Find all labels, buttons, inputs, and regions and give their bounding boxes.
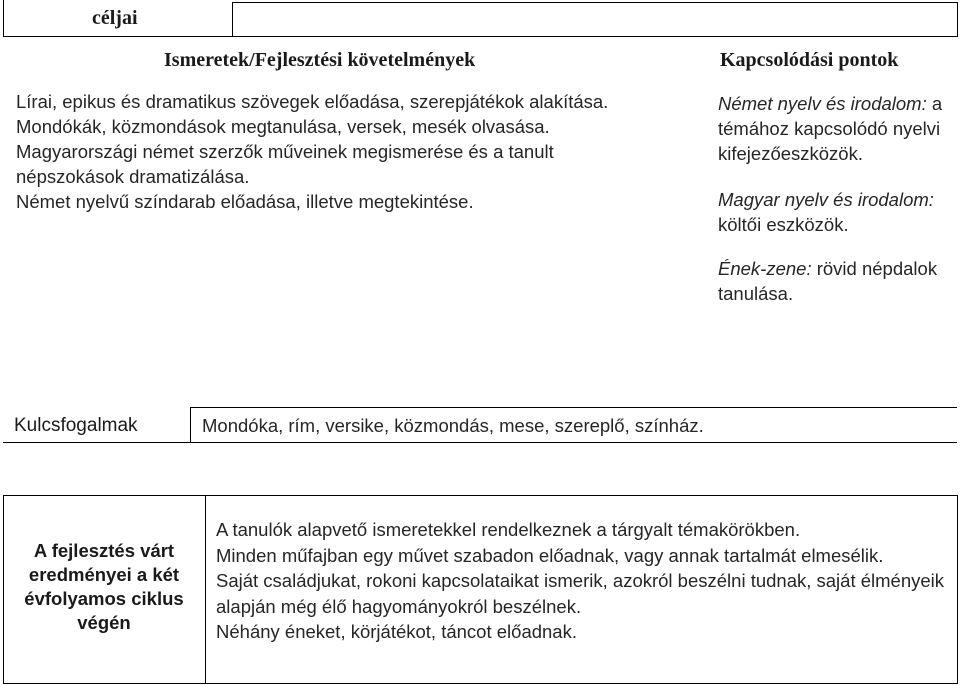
key-concepts-label: Kulcsfogalmak [14,415,138,436]
outcome-item: Néhány éneket, körjátékot, táncot előadnak. [216,621,577,642]
table-border [205,495,206,684]
connections-list [718,91,958,306]
table-border [3,36,958,37]
table-border [3,495,957,496]
connection-subject: Német nyelv és irodalom: [718,93,927,114]
connection-text: a témához kapcsolódó nyelvi kifejezőeszközök. [718,93,943,164]
connection-text: rövid népdalok tanulása. [718,258,938,304]
table-border [957,2,958,37]
connection-item [718,256,958,306]
column-header-requirements: Ismeretek/Fejlesztési követelmények [164,49,476,71]
outcome-item: Minden műfajban egy művet szabadon előadnak, vagy annak tartalmát elmesélik. [216,544,884,566]
outcomes-label: A fejlesztés várt eredményei a két évfolyamos ciklus végén [24,540,184,633]
section-title: céljai [92,7,138,29]
requirement-item: Lírai, epikus és dramatikus szövegek előadása, szerepjátékok alakítása. [16,91,609,112]
table-border [957,495,958,684]
table-border [232,2,233,37]
connection-subject: Ének-zene: [718,258,812,279]
connection-subject: Magyar nyelv és irodalom: [718,189,934,210]
table-border [3,0,4,37]
column-header-connections: Kapcsolódási pontok [720,49,899,71]
connection-item [718,187,958,237]
outcome-item: A tanulók alapvető ismeretekkel rendelkeznek a tárgyalt témakörökben. [216,519,801,540]
table-border [3,683,957,684]
key-concepts-value: Mondóka, rím, versike, közmondás, mese, szereplő, színház. [202,415,704,436]
table-border [232,2,958,3]
requirements-list [16,89,666,214]
requirement-item: Magyarországi német szerzők műveinek megismerése és a tanult népszokások dramatizálása. [16,141,554,187]
table-border [190,407,191,443]
connection-text: költői eszközök. [718,214,849,235]
connection-item [718,91,958,166]
table-border [190,407,957,408]
requirement-item: Német nyelvű színdarab előadása, illetve megtekintése. [16,191,474,212]
table-border [3,442,957,443]
outcome-item: Saját családjukat, rokoni kapcsolataikat ismerik, azokról beszélni tudnak, saját élményeik alapján még élő hagyományokról beszélnek. [216,570,945,617]
outcomes-list [216,517,956,645]
table-border [3,495,4,684]
requirement-item: Mondókák, közmondások megtanulása, versek, mesék olvasása. [16,116,550,137]
